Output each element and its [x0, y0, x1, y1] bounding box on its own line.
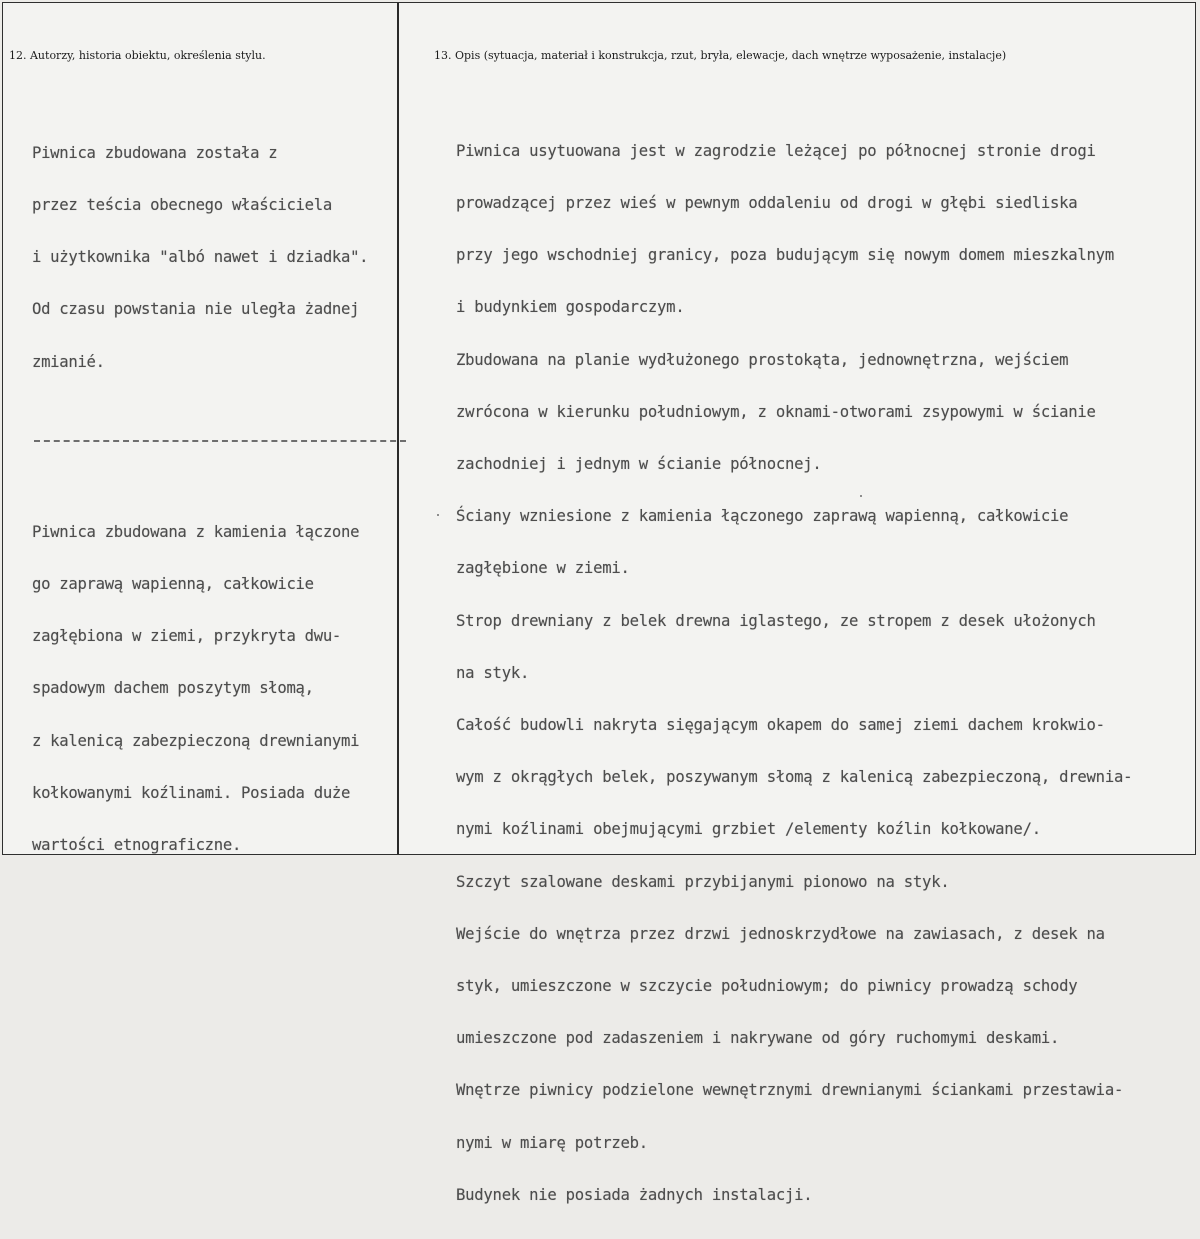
- description-line: Piwnica usytuowana jest w zagrodzie leżącej po północnej stronie drogi: [456, 141, 1096, 160]
- description-line: Strop drewniany z belek drewna iglastego, ze stropem z desek ułożonych: [456, 611, 1096, 630]
- dashed-separator: [34, 440, 406, 442]
- summary-line: kołkowanymi koźlinami. Posiada duże: [32, 783, 351, 802]
- description-line: nymi koźlinami obejmującymi grzbiet /elementy koźlin kołkowane/.: [456, 820, 1041, 839]
- description-line: Wnętrze piwnicy podzielone wewnętrznymi drewnianymi ściankami przestawia-: [456, 1081, 1124, 1100]
- description-line: zachodniej i jednym w ścianie północnej.: [456, 455, 822, 474]
- description-line: wym z okrągłych belek, poszywanym słomą z kalenicą zabezpieczoną, drewnia-: [456, 768, 1133, 787]
- history-line: zmianié.: [32, 352, 105, 371]
- description-line: umieszczone pod zadaszeniem i nakrywane od góry ruchomymi deskami.: [456, 1029, 1060, 1048]
- description-line: Wejście do wnętrza przez drzwi jednoskrzydłowe na zawiasach, z desek na: [456, 924, 1105, 943]
- history-line: Piwnica zbudowana została z: [32, 143, 278, 162]
- description-line: Szczyt szalowane deskami przybijanymi pionowo na styk.: [456, 872, 950, 891]
- description-line: Całość budowli nakryta sięgającym okapem do samej ziemi dachem krokwio-: [456, 716, 1105, 735]
- summary-text: [32, 489, 359, 889]
- summary-line: z kalenicą zabezpieczoną drewnianymi: [32, 731, 360, 750]
- summary-line: wartości etnograficzne.: [32, 836, 242, 855]
- section-12-heading: 12. Autorzy, historia obiektu, określenia stylu.: [9, 49, 266, 62]
- column-divider: [397, 3, 399, 854]
- description-line: zagłębione w ziemi.: [456, 559, 630, 578]
- history-line: i użytkownika "albó nawet i dziadka".: [32, 248, 369, 267]
- description-line: prowadzącej przez wieś w pewnym oddaleniu od drogi w głębi siedliska: [456, 194, 1078, 213]
- summary-line: Piwnica zbudowana z kamienia łączone: [32, 522, 360, 541]
- description-line: i budynkiem gospodarczym.: [456, 298, 685, 317]
- history-line: przez teścia obecnego właściciela: [32, 196, 332, 215]
- description-line: na styk.: [456, 663, 530, 682]
- inventory-card: [2, 2, 1196, 1204]
- section-13-heading: 13. Opis (sytuacja, materiał i konstrukcja, rzut, bryła, elewacje, dach wnętrze wyposażenie, instalacje): [434, 49, 1007, 62]
- ink-speck: [437, 514, 439, 516]
- description-text: [456, 108, 1132, 1239]
- summary-line: spadowym dachem poszytym słomą,: [32, 679, 314, 698]
- description-line: przy jego wschodniej granicy, poza budującym się nowym domem mieszkalnym: [456, 246, 1114, 265]
- description-line: Budynek nie posiada żadnych instalacji.: [456, 1185, 813, 1204]
- summary-line: zagłębiona w ziemi, przykryta dwu-: [32, 627, 342, 646]
- description-line: Ściany wzniesione z kamienia łączonego zaprawą wapienną, całkowicie: [456, 507, 1069, 526]
- summary-line: go zaprawą wapienną, całkowicie: [32, 575, 314, 594]
- ink-speck: [860, 495, 862, 497]
- description-line: zwrócona w kierunku południowym, z oknami-otworami zsypowymi w ścianie: [456, 402, 1096, 421]
- history-text: [32, 110, 368, 406]
- description-line: nymi w miarę potrzeb.: [456, 1133, 648, 1152]
- history-line: Od czasu powstania nie uległa żadnej: [32, 300, 360, 319]
- description-line: Zbudowana na planie wydłużonego prostokąta, jednownętrzna, wejściem: [456, 350, 1069, 369]
- description-line: styk, umieszczone w szczycie południowym; do piwnicy prowadzą schody: [456, 977, 1078, 996]
